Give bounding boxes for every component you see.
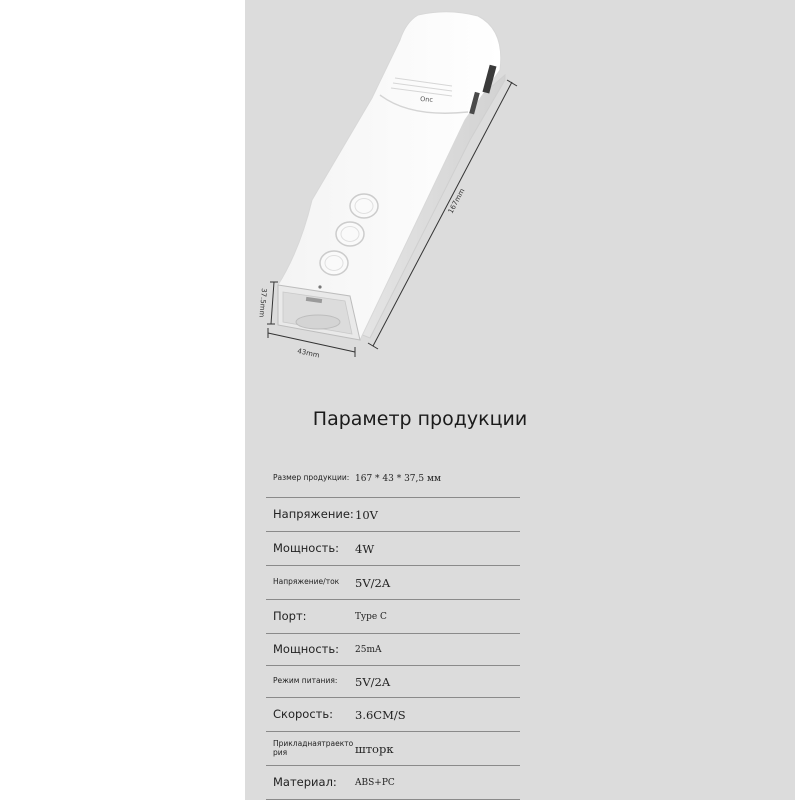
spec-value: 10V bbox=[355, 507, 378, 522]
spec-row bbox=[266, 698, 520, 732]
spec-value: 25mA bbox=[355, 644, 382, 655]
spec-label: Прикладнаятраекто рия bbox=[273, 738, 354, 757]
spec-label: Порт: bbox=[273, 608, 307, 623]
dimension-width-label: 43mm bbox=[296, 347, 321, 360]
spec-row bbox=[266, 766, 520, 800]
page-title: Параметр продукции bbox=[312, 408, 528, 430]
spec-row bbox=[266, 460, 520, 498]
spec-value: 167 * 43 * 37,5 мм bbox=[355, 473, 441, 484]
spec-value: Type C bbox=[355, 611, 387, 622]
spec-value: 5V/2A bbox=[355, 674, 391, 689]
wheel bbox=[296, 315, 340, 329]
spec-value: 4W bbox=[355, 541, 375, 556]
dimension-height-label: 37.5mm bbox=[257, 287, 268, 318]
spec-row bbox=[266, 532, 520, 566]
spec-value: 5V/2A bbox=[355, 575, 391, 590]
spec-row bbox=[266, 732, 520, 766]
spec-row bbox=[266, 600, 520, 634]
spec-label: Материал: bbox=[273, 774, 337, 789]
spec-table bbox=[266, 460, 520, 800]
spec-label: Напряжение/ток bbox=[273, 577, 340, 587]
spec-label: Режим питания: bbox=[273, 676, 338, 686]
spec-label: Напряжение: bbox=[273, 506, 354, 521]
on-button-label: Onc bbox=[419, 95, 434, 104]
spec-label: Мощность: bbox=[273, 540, 340, 555]
spec-label: Скорость: bbox=[273, 706, 334, 721]
spec-row bbox=[266, 666, 520, 698]
dimension-length-label: 167mm bbox=[446, 187, 467, 215]
spec-label: Размер продукции: bbox=[273, 473, 350, 483]
spec-row bbox=[266, 634, 520, 666]
spec-value: ABS+PC bbox=[355, 777, 395, 788]
spec-value: 3.6CM/S bbox=[355, 707, 406, 722]
indicator-led bbox=[318, 285, 321, 288]
spec-value: шторк bbox=[355, 741, 394, 756]
spec-row bbox=[266, 566, 520, 600]
spec-label: Мощность: bbox=[273, 641, 340, 656]
spec-row bbox=[266, 498, 520, 532]
